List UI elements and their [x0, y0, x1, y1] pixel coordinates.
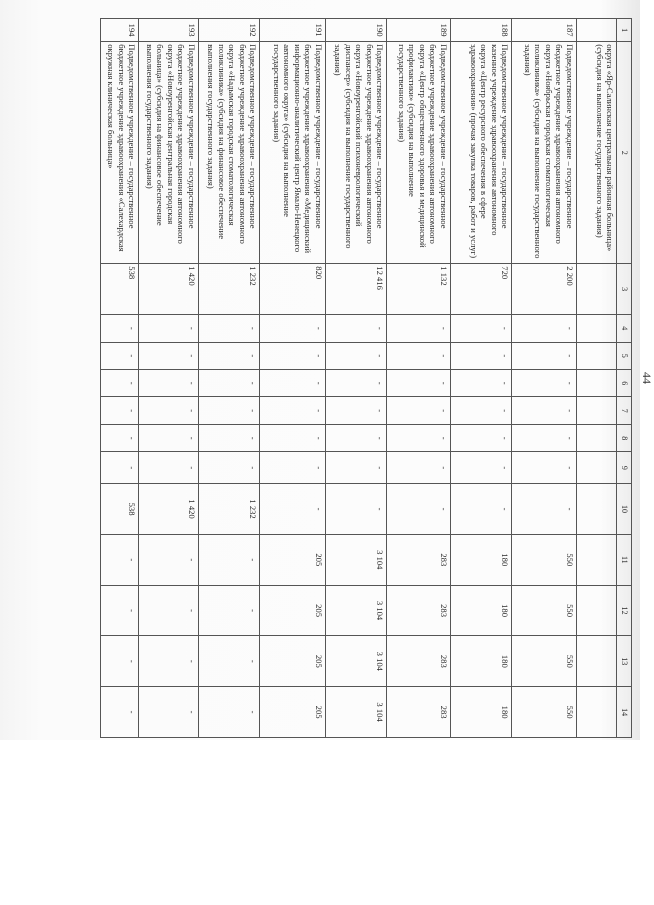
value-cell: -: [198, 585, 259, 636]
row-description: Подведомственное учреждение – государственное бюджетное учреждение здравоохранения автономного округа «Ноябрьская городская стоматологическая поликлиника» (субсидия на выполнение государственного задания): [512, 42, 577, 264]
budget-table: [100, 18, 632, 738]
row-description: Подведомственное учреждение – государственное бюджетное учреждение здравоохранения автономного округа «Центр общественного здоровья и медицинской профилактики» (субсидия на выполнение государственного задания): [387, 42, 451, 264]
value-cell: -: [512, 342, 577, 369]
row-description: Подведомственное учреждение – государственное бюджетное учреждение здравоохранения «Медицинский информационно-аналитический центр Ямало-Ненецкого автономного округа» (субсидия на выполнение государственного задания): [260, 42, 326, 264]
row-description: Подведомственное учреждение – государственное бюджетное учреждение здравоохранения автономного округа «Новоуренгойская центральная городская больница» (субсидия на финансовое обеспечение выполнения государственного задания): [139, 42, 198, 264]
value-cell: 180: [450, 687, 511, 738]
value-cell: -: [387, 315, 451, 342]
value-cell: [576, 452, 616, 484]
row-description: округа «Яр-Салинская центральная районная больница» (субсидия на выполнение государственного задания): [576, 42, 616, 264]
row-number: 189: [387, 19, 451, 42]
value-cell: -: [139, 636, 198, 687]
value-cell: -: [260, 370, 326, 397]
row-description: Подведомственное учреждение – государственное бюджетное учреждение здравоохранения автономного округа «Новоуренгойский психоневрологический диспансер» (субсидия на выполнение государственного задания): [325, 42, 386, 264]
value-cell: 550: [512, 585, 577, 636]
row-number: [576, 19, 616, 42]
table-row: [387, 19, 451, 738]
value-cell: 2 200: [512, 264, 577, 315]
table-row: [576, 19, 616, 738]
value-cell: 205: [260, 585, 326, 636]
value-cell: -: [512, 397, 577, 424]
value-cell: -: [387, 370, 451, 397]
value-cell: 550: [512, 636, 577, 687]
value-cell: -: [325, 452, 386, 484]
value-cell: -: [387, 342, 451, 369]
value-cell: -: [139, 342, 198, 369]
header-cell: 10: [617, 484, 632, 535]
rotated-page: [100, 18, 654, 738]
value-cell: -: [387, 397, 451, 424]
value-cell: -: [260, 424, 326, 451]
value-cell: 3 104: [325, 585, 386, 636]
value-cell: 283: [387, 687, 451, 738]
value-cell: -: [198, 315, 259, 342]
row-description: Подведомственное учреждение – государственное бюджетное учреждение здравоохранения «Салехардская окружная клиническая больница»: [101, 42, 139, 264]
header-cell: 8: [617, 424, 632, 451]
value-cell: -: [198, 687, 259, 738]
header-cell: 7: [617, 397, 632, 424]
value-cell: -: [101, 315, 139, 342]
header-cell: 13: [617, 636, 632, 687]
header-cell: 12: [617, 585, 632, 636]
row-description: Подведомственное учреждение – государственное бюджетное учреждение здравоохранения автономного округа «Надымская городская стоматологическая поликлиника» (субсидия на финансовое обеспечение выполнения государственного задания): [198, 42, 259, 264]
value-cell: [576, 585, 616, 636]
value-cell: -: [450, 484, 511, 535]
value-cell: -: [512, 370, 577, 397]
value-cell: -: [325, 424, 386, 451]
value-cell: -: [198, 452, 259, 484]
value-cell: [576, 534, 616, 585]
value-cell: -: [139, 687, 198, 738]
value-cell: -: [139, 534, 198, 585]
value-cell: 3 104: [325, 687, 386, 738]
value-cell: 283: [387, 534, 451, 585]
table-row: [139, 19, 198, 738]
value-cell: 205: [260, 534, 326, 585]
value-cell: 205: [260, 687, 326, 738]
header-cell: 14: [617, 687, 632, 738]
value-cell: -: [101, 424, 139, 451]
header-cell: 3: [617, 264, 632, 315]
value-cell: [576, 264, 616, 315]
value-cell: -: [101, 687, 139, 738]
value-cell: [576, 342, 616, 369]
row-number: 190: [325, 19, 386, 42]
page-number: 44: [640, 372, 654, 384]
value-cell: -: [101, 636, 139, 687]
header-cell: 2: [617, 42, 632, 264]
value-cell: -: [450, 342, 511, 369]
value-cell: -: [101, 397, 139, 424]
value-cell: [576, 636, 616, 687]
value-cell: 1 132: [387, 264, 451, 315]
table-row: [101, 19, 139, 738]
header-cell: 5: [617, 342, 632, 369]
table-row: [450, 19, 511, 738]
value-cell: -: [260, 452, 326, 484]
value-cell: -: [512, 452, 577, 484]
value-cell: -: [139, 315, 198, 342]
value-cell: -: [198, 534, 259, 585]
value-cell: -: [101, 585, 139, 636]
value-cell: -: [450, 315, 511, 342]
header-cell: 4: [617, 315, 632, 342]
value-cell: 3 104: [325, 534, 386, 585]
value-cell: -: [101, 452, 139, 484]
value-cell: -: [325, 342, 386, 369]
value-cell: -: [198, 424, 259, 451]
row-number: 194: [101, 19, 139, 42]
value-cell: 3 104: [325, 636, 386, 687]
value-cell: -: [512, 424, 577, 451]
value-cell: 12 416: [325, 264, 386, 315]
value-cell: [576, 424, 616, 451]
table-row: [198, 19, 259, 738]
row-number: 188: [450, 19, 511, 42]
value-cell: -: [198, 370, 259, 397]
value-cell: -: [198, 342, 259, 369]
value-cell: 180: [450, 534, 511, 585]
value-cell: [576, 687, 616, 738]
value-cell: 550: [512, 534, 577, 585]
value-cell: 1 420: [139, 484, 198, 535]
value-cell: 180: [450, 636, 511, 687]
value-cell: 283: [387, 636, 451, 687]
value-cell: -: [139, 370, 198, 397]
header-cell: 6: [617, 370, 632, 397]
value-cell: -: [325, 315, 386, 342]
value-cell: -: [101, 534, 139, 585]
value-cell: -: [387, 424, 451, 451]
value-cell: 1 232: [198, 264, 259, 315]
table-row: [260, 19, 326, 738]
value-cell: 538: [101, 264, 139, 315]
value-cell: 205: [260, 636, 326, 687]
table-row: [325, 19, 386, 738]
value-cell: -: [325, 370, 386, 397]
value-cell: -: [512, 315, 577, 342]
value-cell: -: [325, 484, 386, 535]
value-cell: 538: [101, 484, 139, 535]
value-cell: 180: [450, 585, 511, 636]
row-number: 191: [260, 19, 326, 42]
value-cell: -: [139, 452, 198, 484]
value-cell: [576, 370, 616, 397]
value-cell: 1 232: [198, 484, 259, 535]
header-row: [617, 19, 632, 738]
value-cell: -: [450, 397, 511, 424]
value-cell: -: [512, 484, 577, 535]
header-cell: 1: [617, 19, 632, 42]
row-number: 187: [512, 19, 577, 42]
row-number: 192: [198, 19, 259, 42]
value-cell: -: [260, 397, 326, 424]
value-cell: [576, 484, 616, 535]
value-cell: -: [101, 370, 139, 397]
value-cell: -: [101, 342, 139, 369]
value-cell: -: [450, 424, 511, 451]
value-cell: -: [450, 370, 511, 397]
table-body: [101, 19, 632, 738]
value-cell: -: [260, 342, 326, 369]
value-cell: -: [198, 397, 259, 424]
value-cell: [576, 397, 616, 424]
value-cell: -: [387, 484, 451, 535]
value-cell: -: [139, 424, 198, 451]
value-cell: -: [387, 452, 451, 484]
value-cell: 720: [450, 264, 511, 315]
value-cell: 820: [260, 264, 326, 315]
value-cell: -: [260, 484, 326, 535]
value-cell: -: [260, 315, 326, 342]
value-cell: -: [139, 585, 198, 636]
row-number: 193: [139, 19, 198, 42]
value-cell: -: [325, 397, 386, 424]
value-cell: [576, 315, 616, 342]
row-description: Подведомственное учреждение – государственное казенное учреждение здравоохранения автономного округа «Центр ресурсного обеспечения в сфере здравоохранения» (прочая закупка товаров, работ и услуг): [450, 42, 511, 264]
table-row: [512, 19, 577, 738]
value-cell: 550: [512, 687, 577, 738]
header-cell: 9: [617, 452, 632, 484]
value-cell: -: [198, 636, 259, 687]
value-cell: 1 420: [139, 264, 198, 315]
value-cell: 283: [387, 585, 451, 636]
value-cell: -: [450, 452, 511, 484]
header-cell: 11: [617, 534, 632, 585]
value-cell: -: [139, 397, 198, 424]
